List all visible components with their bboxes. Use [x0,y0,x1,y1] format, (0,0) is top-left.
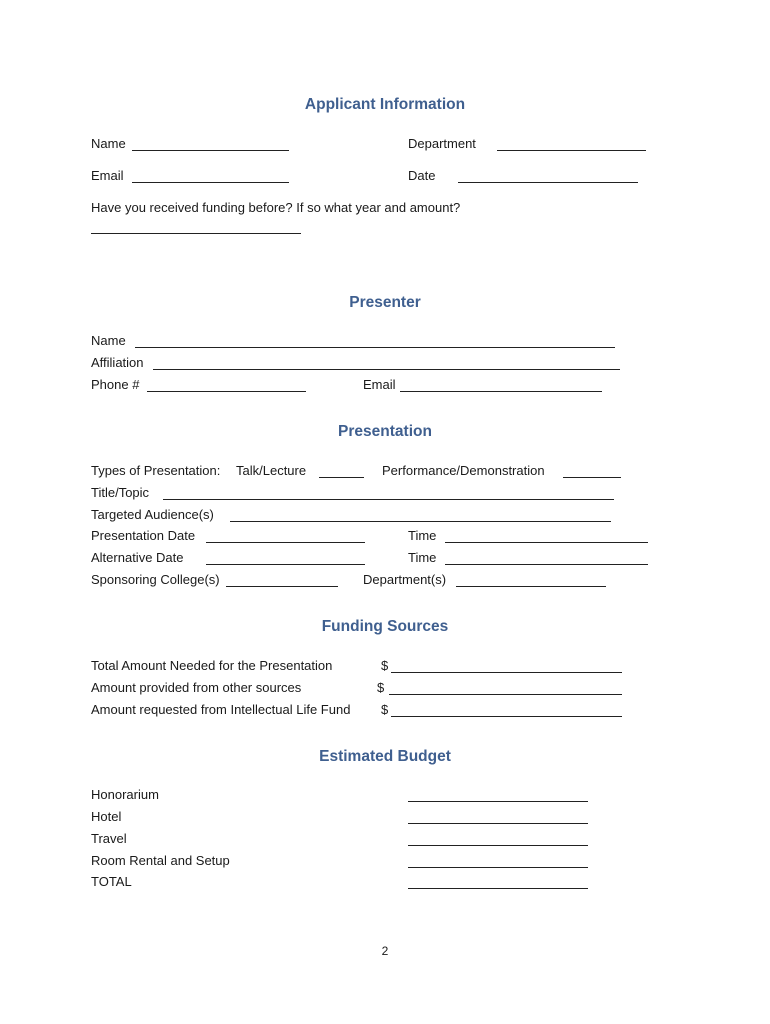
presentation-heading: Presentation [338,423,432,440]
budget-item-honorarium: Honorarium [91,787,159,802]
sponsoring-college-label: Sponsoring College(s) [91,572,220,587]
applicant-email-field[interactable] [132,182,289,183]
budget-item-travel: Travel [91,831,127,846]
budget-heading: Estimated Budget [319,748,451,765]
talk-lecture-label: Talk/Lecture [236,463,307,478]
presentation-department-field[interactable] [456,586,606,587]
applicant-heading: Applicant Information [304,96,466,113]
alternative-time-label: Time [408,550,437,565]
presentation-time-field[interactable] [445,542,648,543]
applicant-name-field[interactable] [132,150,289,151]
applicant-department-field[interactable] [497,150,646,151]
funding-before-field[interactable] [91,233,301,234]
presentation-department-label: Department(s) [363,572,447,587]
presenter-phone-label: Phone # [91,377,140,392]
presenter-affiliation-label: Affiliation [91,355,144,370]
other-sources-field[interactable] [389,694,622,695]
other-sources-currency: $ [377,680,385,695]
page-number: 2 [381,944,389,958]
total-amount-label: Total Amount Needed for the Presentation [91,658,333,673]
targeted-audience-field[interactable] [230,521,611,522]
targeted-audience-label: Targeted Audience(s) [91,507,214,522]
requested-amount-currency: $ [381,702,389,717]
budget-hotel-field[interactable] [408,823,588,824]
budget-item-hotel: Hotel [91,809,122,824]
presentation-date-label: Presentation Date [91,528,196,543]
budget-room-rental-field[interactable] [408,867,588,868]
funding-heading: Funding Sources [321,618,449,635]
sponsoring-college-field[interactable] [226,586,338,587]
presenter-name-label: Name [91,333,126,348]
other-sources-label: Amount provided from other sources [91,680,302,695]
presentation-types-label: Types of Presentation: [91,463,221,478]
presenter-name-field[interactable] [135,347,615,348]
presenter-affiliation-field[interactable] [153,369,620,370]
applicant-email-label: Email [91,168,124,183]
budget-travel-field[interactable] [408,845,588,846]
budget-total-field[interactable] [408,888,588,889]
alternative-date-field[interactable] [206,564,365,565]
presentation-date-field[interactable] [206,542,365,543]
presentation-time-label: Time [408,528,437,543]
budget-item-total: TOTAL [91,874,132,889]
performance-demonstration-label: Performance/Demonstration [382,463,545,478]
requested-amount-field[interactable] [391,716,622,717]
budget-honorarium-field[interactable] [408,801,588,802]
presenter-phone-field[interactable] [147,391,306,392]
funding-before-question: Have you received funding before? If so what year and amount? [91,200,461,215]
title-topic-label: Title/Topic [91,485,150,500]
applicant-date-field[interactable] [458,182,638,183]
alternative-time-field[interactable] [445,564,648,565]
applicant-date-label: Date [408,168,436,183]
budget-item-room-rental: Room Rental and Setup [91,853,230,868]
requested-amount-label: Amount requested from Intellectual Life Fund [91,702,351,717]
applicant-department-label: Department [408,136,476,151]
title-topic-field[interactable] [163,499,614,500]
talk-lecture-field[interactable] [319,477,364,478]
total-amount-currency: $ [381,658,389,673]
presenter-email-label: Email [363,377,396,392]
total-amount-field[interactable] [391,672,622,673]
performance-demonstration-field[interactable] [563,477,621,478]
applicant-name-label: Name [91,136,126,151]
presenter-heading: Presenter [349,294,421,311]
alternative-date-label: Alternative Date [91,550,184,565]
presenter-email-field[interactable] [400,391,602,392]
